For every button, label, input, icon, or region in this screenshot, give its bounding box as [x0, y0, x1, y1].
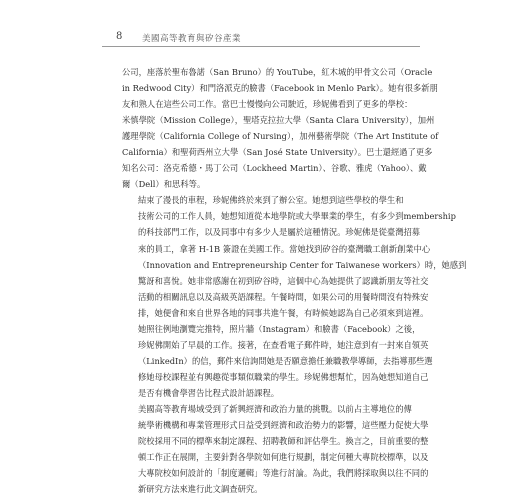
text-line: 新研究方法來進行此文調查研究。 [138, 484, 263, 495]
text-line: 護理學院（California College of Nursing），加州藝術學院（The Art Institute of [122, 131, 439, 142]
paragraph [122, 401, 429, 497]
page-number: 8 [116, 31, 123, 42]
text-line: 驚訝和喜悅。她非常感謝在初到矽谷時，這個中心為她提供了認識新朋友等社交 [138, 275, 429, 286]
text-line: （LinkedIn）的信，郵件來信詢問她是否願意擔任兼職教學導師，去指導那些選 [138, 355, 433, 366]
text-line: 的科技部門工作，以及同事中有多少人是屬於這種情況。珍妮佛是從臺灣招募 [138, 227, 421, 238]
text-line: 米慎學院（Mission College），聖塔克拉拉大學（Santa Clara University），加州 [122, 115, 435, 126]
page-header [102, 30, 420, 47]
text-line: 頓工作正在展開，主要針對各學院如何進行規劃，制定何種大專院校標準，以及 [138, 452, 429, 463]
text-line: 修她母校課程並有興趣從事類似職業的學生。珍妮佛想幫忙，因為她想知道自己 [138, 371, 429, 382]
text-line: in Redwood City）和門洛派克的臉書（Facebook in Menlo Park）。她有很多新朋 [122, 83, 438, 94]
text-line: 技術公司的工作人員，她想知道從本地學院或大學畢業的學生，有多少到membership [138, 211, 456, 222]
text-line: 友和熟人在這些公司工作。當巴士慢慢向公司駛近，珍妮佛看到了更多的學校： [122, 99, 413, 110]
text-line: 爾（Dell）和思科等。 [122, 179, 206, 190]
text-line: California）和聖荷西州立大學（San José State University）。巴士還經過了更多 [122, 147, 433, 158]
text-line: 大專院校如何設計的「制度邏輯」等進行討論。為此，我們將採取與以往不同的 [138, 468, 429, 479]
body-text [122, 64, 467, 497]
text-line: 來的員工，拿著 H-1B 簽證在美國工作。當她找到矽谷的臺灣職工創新創業中心 [138, 243, 431, 254]
text-line: 排，她便會和來自世界各地的同事共進午餐，有時候她認為自己必須來到這裡。 [138, 307, 429, 318]
text-line: 公司，座落於聖布魯諾（San Bruno）的 YouTube，紅木城的甲骨文公司（Oracle [122, 67, 433, 77]
paragraph [122, 321, 433, 401]
paragraph [122, 192, 467, 320]
text-line: 統學術機構和專業管理形式日益受到經濟和政治勢力的影響，這些壓力促使大學 [138, 420, 429, 431]
text-line: 是否有機會學習告比程式設計語課程。 [138, 387, 280, 398]
text-line: 美國高等教育場域受到了新興經濟和政治力量的挑戰。以前占主導地位的傳 [138, 403, 412, 414]
text-line: 知名公司：洛克希德・馬丁公司（Lockheed Martin）、谷歌、雅虎（Yahoo）、戴 [122, 163, 427, 174]
text-line: 院校採用不同的標準來制定課程、招聘教師和評估學生。換言之，目前重要的整 [138, 436, 429, 447]
text-line: 珍妮佛開始了早晨的工作。接著，在查看電子郵件時，她注意到有一封來自領英 [138, 339, 429, 350]
text-line: 活動的相關訊息以及高級英語課程。午餐時間，如果公司的用餐時間沒有特殊安 [138, 291, 429, 302]
text-line: 她照往例地瀏覽完推特，照片牆（Instagram）和臉書（Facebook）之後， [138, 323, 421, 334]
paragraph [122, 64, 439, 192]
text-line: 結束了漫長的車程，珍妮佛終於來到了辦公室。她想到這些學校的學生和 [138, 195, 404, 206]
running-title: 美國高等教育與矽谷產業 [142, 34, 242, 44]
text-line: （Innovation and Entrepreneurship Center for Taiwanese workers）時，她感到 [138, 259, 467, 270]
